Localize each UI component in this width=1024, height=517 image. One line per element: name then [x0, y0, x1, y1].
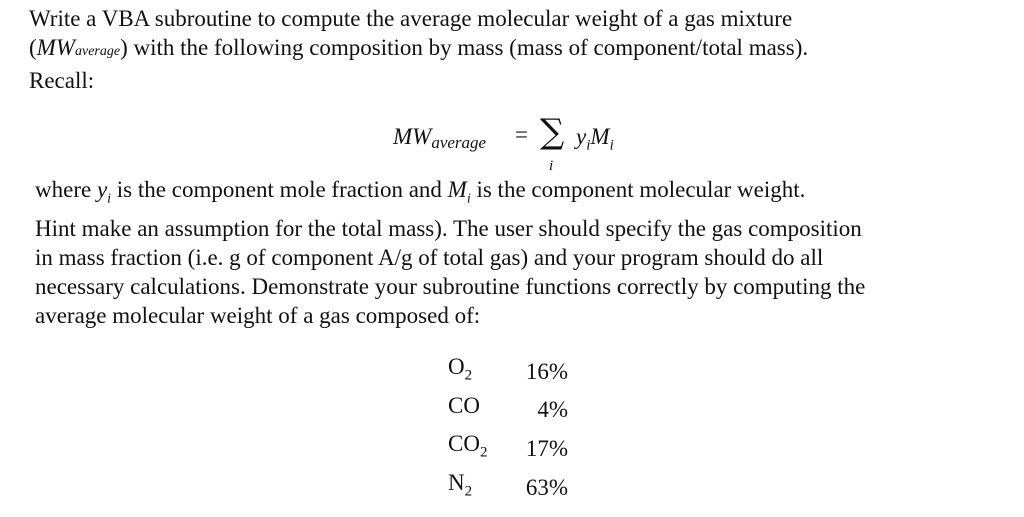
- body-line-4: necessary calculations. Demonstrate your subroutine functions correctly by computing the: [35, 273, 866, 299]
- body-line-3: in mass fraction (i.e. g of component A/g of total gas) and your program should do all: [35, 244, 824, 270]
- table-row: [448, 429, 568, 468]
- intro-line-1: Write a VBA subroutine to compute the average molecular weight of a gas mixture: [29, 6, 793, 31]
- component-name: CO: [448, 392, 480, 418]
- component-name: $CO_2$: [448, 431, 488, 461]
- intro-line-3: Recall:: [29, 68, 95, 93]
- body-line-2: Hint make an assumption for the total mass). The user should specify the gas composition: [35, 215, 862, 241]
- composition-table: [448, 352, 568, 506]
- mw-symbol: MW: [36, 35, 75, 60]
- formula-lhs: MWaverage: [393, 124, 487, 152]
- component-name: $O_2$: [448, 354, 473, 384]
- component-mass-fraction: 17%: [525, 435, 568, 461]
- table-row: [448, 352, 568, 391]
- body-line-5: average molecular weight of a gas composed of:: [35, 302, 481, 328]
- formula-rhs: $y_iM_i$: [576, 124, 614, 154]
- component-name: $N_2$: [448, 469, 473, 500]
- summation-index: i: [549, 158, 554, 174]
- component-mass-fraction: 4%: [537, 397, 568, 423]
- mw-subscript: average: [75, 44, 121, 59]
- table-row: [448, 468, 568, 507]
- summation-sigma: ∑: [540, 112, 565, 152]
- intro-paragraph: [29, 4, 989, 95]
- component-mass-fraction: 63%: [525, 474, 568, 500]
- table-row: [448, 391, 568, 430]
- component-mass-fraction: 16%: [525, 358, 568, 384]
- body-line-1: where $y_i$ is the component mole fraction and $M_i$ is the component molecular weight.: [35, 177, 806, 207]
- intro-line-2: (MWaverage) with the following composition by mass (mass of component/total mass).: [29, 35, 809, 60]
- formula-equals: =: [515, 122, 528, 147]
- mw-average-formula: [0, 112, 1024, 178]
- instructions-paragraph: [35, 175, 995, 330]
